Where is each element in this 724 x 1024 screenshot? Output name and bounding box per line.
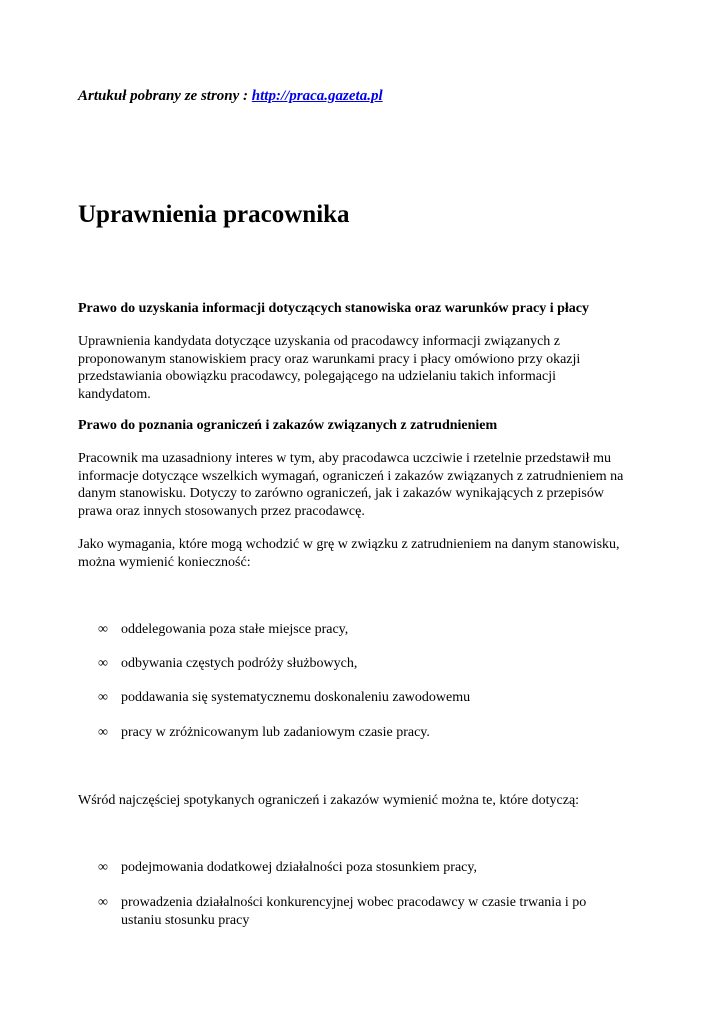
infinity-bullet-icon: ∞ — [98, 895, 108, 910]
list-item-text: odbywania częstych podróży służbowych, — [121, 656, 358, 671]
source-line — [78, 86, 383, 106]
paragraph-line: prawa oraz innych stosowanych przez pracodawcę. — [78, 503, 365, 519]
paragraph-line: Jako wymagania, które mogą wchodzić w grę w związku z zatrudnieniem na danym stanowisku, — [78, 537, 620, 552]
paragraph-line: kandydatom. — [78, 386, 151, 402]
list-item-text: pracy w zróżnicowanym lub zadaniowym czasie pracy. — [121, 725, 430, 740]
paragraph-line: danym stanowisku. Dotyczy to zarówno ograniczeń, jak i zakazów wynikających z przepisów — [78, 486, 604, 501]
list-item-text: poddawania się systematycznemu doskonaleniu zawodowemu — [121, 690, 471, 705]
paragraph-line: proponowanym stanowiskiem pracy oraz warunkami pracy i płacy omówiono przy okazji — [78, 351, 581, 367]
section-heading-restrictions: Prawo do poznania ograniczeń i zakazów związanych z zatrudnieniem — [78, 418, 498, 433]
source-prefix: Artukuł pobrany ze strony : — [78, 88, 252, 104]
list-item-text: ustaniu stosunku pracy — [121, 912, 250, 928]
article-title: Uprawnienia pracownika — [78, 201, 350, 228]
source-link[interactable]: http://praca.gazeta.pl — [251, 88, 383, 104]
list-item-text: prowadzenia działalności konkurencyjnej wobec pracodawcy w czasie trwania i po — [121, 895, 587, 910]
paragraph-line: Uprawnienia kandydata dotyczące uzyskania od pracodawcy informacji związanych z — [78, 334, 560, 349]
infinity-bullet-icon: ∞ — [98, 725, 108, 740]
restrictions-intro — [78, 792, 658, 810]
paragraph-line: informacje dotyczące wszelkich wymagań, ograniczeń i zakazów związanych z zatrudnieniem na — [78, 468, 624, 484]
infinity-bullet-icon: ∞ — [98, 860, 108, 875]
requirements-intro — [78, 536, 658, 571]
paragraph-line: Wśród najczęściej spotykanych ograniczeń i zakazów wymienić można te, które dotyczą: — [78, 793, 580, 808]
section-heading-information: Prawo do uzyskania informacji dotyczących stanowiska oraz warunków pracy i płacy — [78, 301, 589, 316]
infinity-bullet-icon: ∞ — [98, 656, 108, 671]
list-item-text: oddelegowania poza stałe miejsce pracy, — [121, 622, 349, 637]
section-paragraph-information — [78, 333, 658, 403]
paragraph-line: Pracownik ma uzasadniony interes w tym, aby pracodawca uczciwie i rzetelnie przedstawił mu — [78, 451, 611, 466]
paragraph-line: przedstawiania obowiązku pracodawcy, polegającego na udzielaniu takich informacji — [78, 369, 556, 384]
infinity-bullet-icon: ∞ — [98, 622, 108, 637]
list-item-text: podejmowania dodatkowej działalności poza stosunkiem pracy, — [121, 860, 477, 875]
paragraph-line: można wymienić konieczność: — [78, 554, 251, 570]
infinity-bullet-icon: ∞ — [98, 690, 108, 705]
section-paragraph-restrictions — [78, 450, 658, 520]
